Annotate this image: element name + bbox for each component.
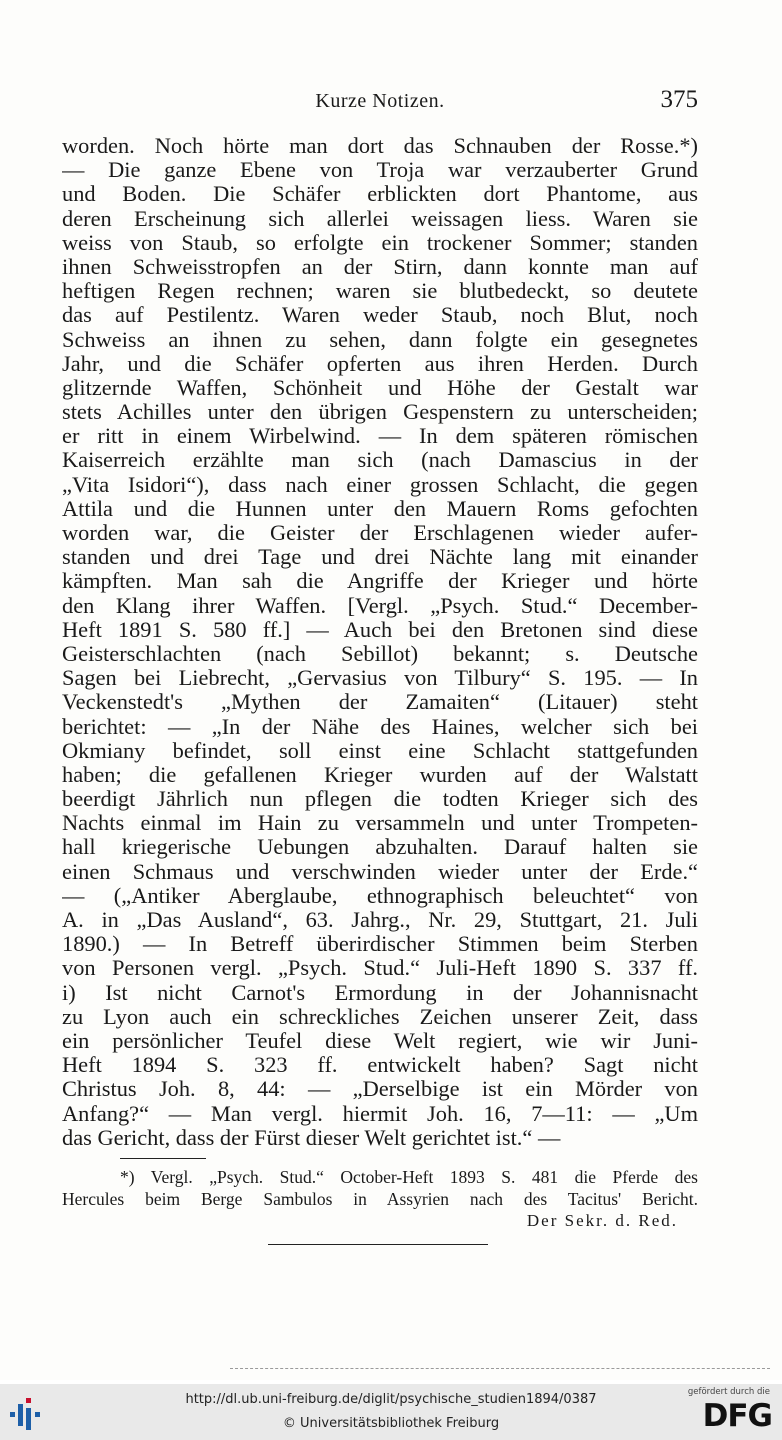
text-line: Heft 1894 S. 323 ff. entwickelt haben? Sagt nicht xyxy=(62,1053,698,1078)
text-line: haben; die gefallenen Krieger wurden auf der Walstatt xyxy=(62,762,698,787)
text-line: ein persönlicher Teufel diese Welt regiert, wie wir Juni- xyxy=(62,1028,698,1053)
text-line: von Personen vergl. „Psych. Stud.“ Juli-Heft 1890 S. 337 ff. xyxy=(62,956,698,981)
text-line: „Vita Isidori“), dass nach einer grossen Schlacht, die gegen xyxy=(62,472,698,497)
page-number: 375 xyxy=(660,86,698,113)
text-line: worden. Noch hörte man dort das Schnauben der Rosse.*) xyxy=(62,134,698,158)
dfg-logo[interactable]: DFG xyxy=(702,1398,772,1434)
text-line: Christus Joh. 8, 44: — „Derselbige ist ein Mörder von xyxy=(62,1077,698,1102)
text-line: Nachts einmal im Hain zu versammeln und unter Trompeten- xyxy=(62,811,698,836)
text-line: deren Erscheinung sich allerlei weissagen liess. Waren sie xyxy=(62,206,698,231)
text-line: i) Ist nicht Carnot's Ermordung in der Johannisnacht xyxy=(62,980,698,1005)
text-line: Kaiserreich erzählte man sich (nach Damascius in der xyxy=(62,448,698,473)
page-header xyxy=(62,86,698,120)
viewer-footer xyxy=(0,1384,782,1440)
footnote-line: *) Vergl. „Psych. Stud.“ October-Heft 1893 S. 481 die Pferde des xyxy=(120,1167,698,1187)
scan-edge-line xyxy=(230,1368,770,1369)
text-line: heftigen Regen rechnen; waren sie blutbedeckt, so deutete xyxy=(62,279,698,304)
text-line: Okmiany befindet, soll einst eine Schlacht stattgefunden xyxy=(62,738,698,763)
end-divider xyxy=(268,1244,488,1245)
dfg-tagline: gefördert durch die xyxy=(687,1387,770,1397)
text-line: — („Antiker Aberglaube, ethnographisch beleuchtet“ von xyxy=(62,883,698,908)
text-line: den Klang ihrer Waffen. [Vergl. „Psych. Stud.“ December- xyxy=(62,593,698,618)
copyright-notice: © Universitätsbibliothek Freiburg xyxy=(282,1416,500,1431)
text-line: einen Schmaus und verschwinden wieder unter der Erde.“ xyxy=(62,859,698,884)
text-line: Schweiss an ihnen zu sehen, dann folgte ein gesegnetes xyxy=(62,327,698,352)
text-line: ihnen Schweisstropfen an der Stirn, dann konnte man auf xyxy=(62,254,698,279)
footnote-divider xyxy=(120,1158,206,1159)
text-line: Heft 1891 S. 580 ff.] — Auch bei den Bretonen sind diese xyxy=(62,617,698,642)
text-line: Anfang?“ — Man vergl. hiermit Joh. 16, 7—11: — „Um xyxy=(62,1101,698,1126)
text-line: und Boden. Die Schäfer erblickten dort Phantome, aus xyxy=(62,182,698,207)
footnote-signature: Der Sekr. d. Red. xyxy=(526,1211,678,1230)
text-line: er ritt in einem Wirbelwind. — In dem späteren römischen xyxy=(62,424,698,449)
text-line: glitzernde Waffen, Schönheit und Höhe der Gestalt war xyxy=(62,375,698,400)
text-line: berichtet: — „In der Nähe des Haines, welcher sich bei xyxy=(62,714,698,739)
text-line: kämpften. Man sah die Angriffe der Krieger und hörte xyxy=(62,569,698,594)
text-line: das auf Pestilentz. Waren weder Staub, noch Blut, noch xyxy=(62,303,698,328)
text-line: Attila und die Hunnen unter den Mauern Roms gefochten xyxy=(62,496,698,521)
text-line: hall kriegerische Uebungen abzuhalten. Darauf halten sie xyxy=(62,835,698,860)
text-line: — Die ganze Ebene von Troja war verzauberter Grund xyxy=(62,158,698,183)
running-title: Kurze Notizen. xyxy=(315,90,445,112)
body-text xyxy=(62,134,698,1150)
text-line: weiss von Staub, so erfolgte ein trockener Sommer; standen xyxy=(62,230,698,255)
text-line: A. in „Das Ausland“, 63. Jahrg., Nr. 29, Stuttgart, 21. Juli xyxy=(62,908,698,932)
text-line: standen und drei Tage und drei Nächte lang mit einander xyxy=(62,545,698,570)
footnote-line: Hercules beim Berge Sambulos in Assyrien nach des Tacitus' Bericht. xyxy=(62,1189,698,1209)
permalink-url[interactable]: http://dl.ub.uni-freiburg.de/diglit/psychische_studien1894/0387 xyxy=(185,1392,597,1407)
text-line: Jahr, und die Schäfer opferten aus ihren Herden. Durch xyxy=(62,351,698,376)
text-line: stets Achilles unter den übrigen Gespenstern zu unterscheiden; xyxy=(62,400,698,425)
text-line: 1890.) — In Betreff überirdischer Stimmen beim Sterben xyxy=(62,932,698,957)
text-line: Geisterschlachten (nach Sebillot) bekannt; s. Deutsche xyxy=(62,641,698,666)
text-line: Sagen bei Liebrecht, „Gervasius von Tilbury“ S. 195. — In xyxy=(62,666,698,691)
text-line: das Gericht, dass der Fürst dieser Welt gerichtet ist.“ — xyxy=(62,1125,561,1150)
text-line: beerdigt Jährlich nun pflegen die todten Krieger sich des xyxy=(62,787,698,812)
footnotes xyxy=(62,1166,698,1232)
text-line: zu Lyon auch ein schreckliches Zeichen unserer Zeit, dass xyxy=(62,1004,698,1029)
text-line: Veckenstedt's „Mythen der Zamaiten“ (Litauer) steht xyxy=(62,690,698,715)
text-line: worden war, die Geister der Erschlagenen wieder aufer- xyxy=(62,521,698,545)
